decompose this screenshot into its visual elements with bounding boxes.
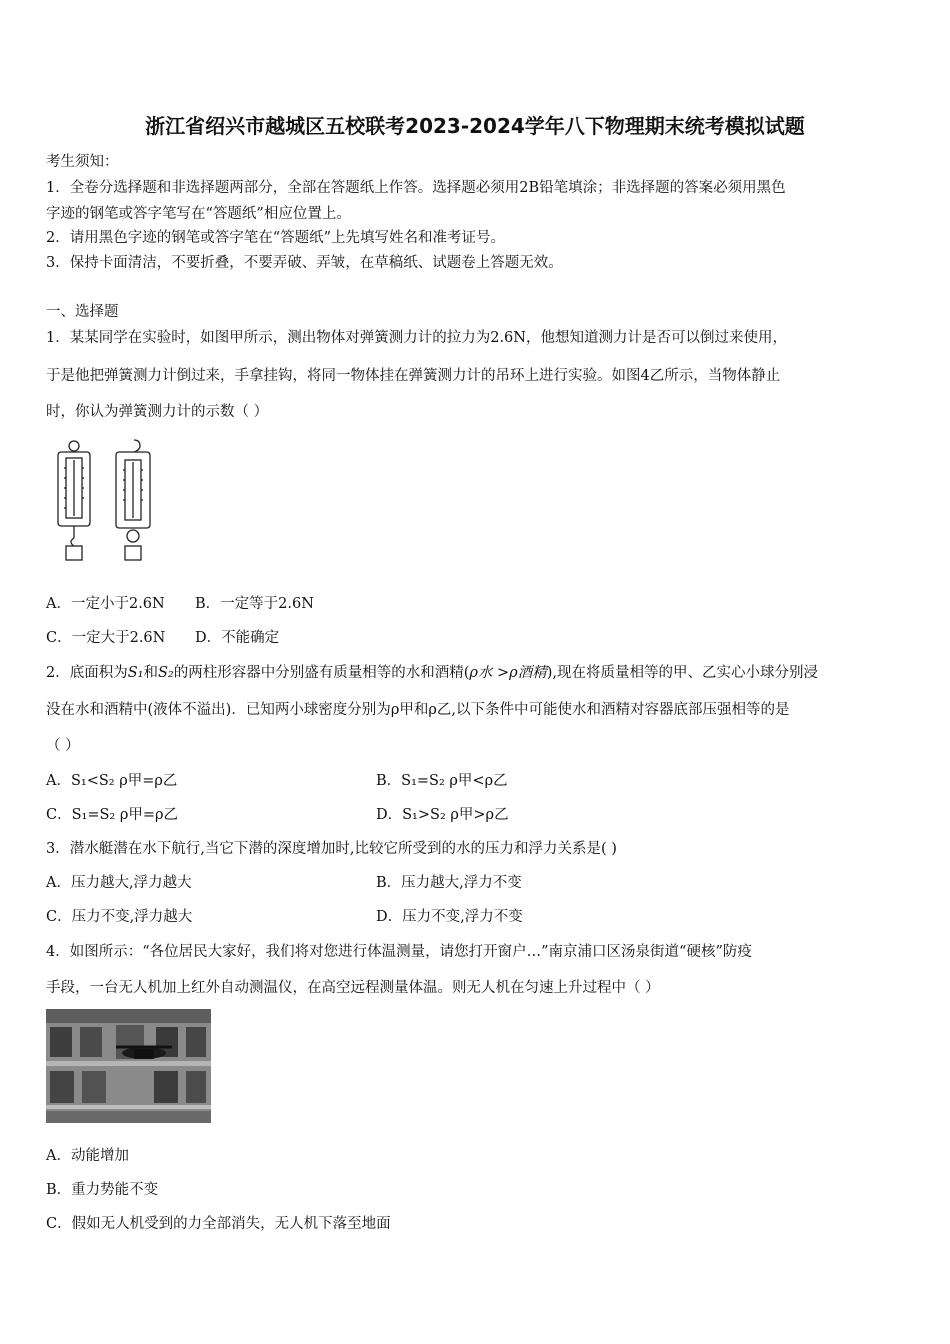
q2-option-b[interactable]: B．S₁=S₂ ρ甲<ρ乙 xyxy=(376,773,508,789)
q2-stem-line2 xyxy=(46,700,789,720)
spring-scale-inverted xyxy=(116,440,150,560)
q2-option-a[interactable]: A．S₁<S₂ ρ甲=ρ乙 xyxy=(46,773,178,789)
q1-option-a[interactable]: A．一定小于2.6N xyxy=(46,596,165,612)
q1-option-b[interactable]: B．一定等于2.6N xyxy=(195,596,314,612)
q2-text: ,以下条件中可能使水和酒精对容器底部压强相等的是 xyxy=(451,702,790,718)
q2-text: 2．底面积为 xyxy=(46,665,128,681)
q4-option-b[interactable]: B．重力势能不变 xyxy=(46,1182,159,1198)
q3-stem: 3．潜水艇潜在水下航行,当它下潜的深度增加时,比较它所受到的水的压力和浮力关系是( ) xyxy=(46,841,617,857)
section-heading: 一、选择题 xyxy=(46,304,119,320)
q1-stem: 时，你认为弹簧测力计的示数（ ） xyxy=(46,404,269,420)
q1-stem: 于是他把弹簧测力计倒过来，手拿挂钩，将同一物体挂在弹簧测力计的吊环上进行实验。如图4乙所示，当物体静止 xyxy=(46,368,781,384)
q2-rho-b: ρ乙 xyxy=(428,702,452,718)
q3-option-d[interactable]: D．压力不变,浮力不变 xyxy=(376,909,523,925)
q2-text: 的两柱形容器中分别盛有质量相等的水和酒精( xyxy=(173,665,470,681)
q3-option-b[interactable]: B．压力越大,浮力不变 xyxy=(376,875,522,891)
q2-option-c[interactable]: C．S₁=S₂ ρ甲=ρ乙 xyxy=(46,807,179,823)
notice-item: 3．保持卡面清洁，不要折叠，不要弄破、弄皱，在草稿纸、试题卷上答题无效。 xyxy=(46,255,563,271)
q2-stem-line1 xyxy=(46,663,818,683)
q2-s2: S₂ xyxy=(157,665,174,681)
q1-option-c[interactable]: C．一定大于2.6N xyxy=(46,630,166,646)
drone-photo xyxy=(46,1009,211,1123)
q3-option-a[interactable]: A．压力越大,浮力越大 xyxy=(46,875,192,891)
q2-option-d[interactable]: D．S₁>S₂ ρ甲>ρ乙 xyxy=(376,807,509,823)
spring-scale-figure xyxy=(46,438,156,566)
notice-item: 1．全卷分选择题和非选择题两部分，全部在答题纸上作答。选择题必须用2B铅笔填涂；非选择题的答案必须用黑色 xyxy=(46,180,786,196)
notice-heading: 考生须知： xyxy=(46,154,119,170)
q2-text: 和 xyxy=(413,702,429,718)
q4-option-c[interactable]: C．假如无人机受到的力全部消失，无人机下落至地面 xyxy=(46,1216,391,1232)
q1-option-d[interactable]: D．不能确定 xyxy=(195,630,280,646)
q1-stem: 1．某某同学在实验时，如图甲所示，测出物体对弹簧测力计的拉力为2.6N，他想知道测力计是否可以倒过来使用， xyxy=(46,330,787,346)
page-title: 浙江省绍兴市越城区五校联考2023-2024学年八下物理期末统考模拟试题 xyxy=(145,114,805,138)
spring-scale-upright xyxy=(58,441,90,560)
q2-stem-line3: （ ） xyxy=(46,738,80,754)
notice-item: 字迹的钢笔或答字笔写在“答题纸”相应位置上。 xyxy=(46,206,351,222)
q2-text: ),现在将质量相等的甲、乙实心小球分别浸 xyxy=(546,665,818,681)
q4-stem: 4．如图所示：“各位居民大家好，我们将对您进行体温测量，请您打开窗户…”南京浦口区汤泉街道“硬核”防疫 xyxy=(46,944,752,960)
q2-s1: S₁ xyxy=(127,665,144,681)
q2-text: 没在水和酒精中(液体不溢出)．已知两小球密度分别为 xyxy=(46,702,391,718)
q3-option-c[interactable]: C．压力不变,浮力越大 xyxy=(46,909,193,925)
q2-text: 和 xyxy=(143,665,158,681)
q4-option-a[interactable]: A．动能增加 xyxy=(46,1148,129,1164)
q2-density-condition: ρ水 >ρ酒精 xyxy=(469,665,547,681)
q4-stem: 手段，一台无人机加上红外自动测温仪，在高空远程测量体温。则无人机在匀速上升过程中（ ） xyxy=(46,980,660,996)
notice-item: 2．请用黑色字迹的钢笔或答字笔在“答题纸”上先填写姓名和准考证号。 xyxy=(46,230,506,246)
q2-rho-a: ρ甲 xyxy=(390,702,414,718)
